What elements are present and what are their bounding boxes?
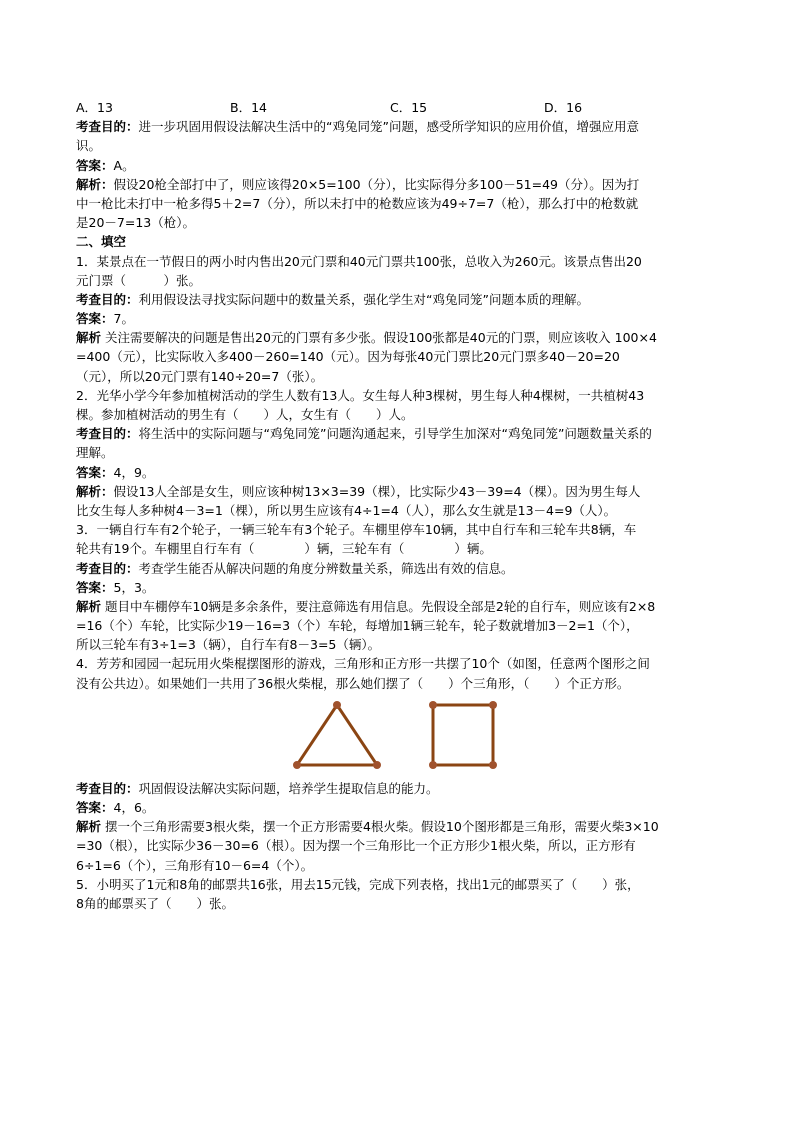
answer-text: 5，3。 <box>113 579 155 595</box>
q3-answer-line <box>76 578 726 597</box>
analysis-label: 解析： <box>76 483 114 499</box>
q2-analysis-line-2: 比女生每人多种树4－3=1（棵），所以男生应该有4÷1=4（人），那么女生就是13－4=9（人）。 <box>76 502 617 518</box>
q2-answer-line <box>76 463 726 482</box>
option-d: D．16 <box>544 100 583 115</box>
q5-text-line-1: 5．小明买了1元和8角的邮票共16张，用去15元钱，完成下列表格，找出1元的邮票买了（ ）张， <box>76 876 640 892</box>
q4-analysis-line-2: =30（根），比实际少36－30=6（根）。因为摆一个三角形比一个正方形少1根火柴，所以，正方形有 <box>76 838 636 854</box>
q4-text-line-2: 没有公共边）。如果她们一共用了36根火柴棍，那么她们摆了（ ）个三角形，（ ）个正方形。 <box>76 675 630 691</box>
purpose-text: 进一步巩固用假设法解决生活中的“鸡兔同笼”问题，感受所学知识的应用价值，增强应用意 <box>138 119 639 135</box>
q3-text-line-2: 轮共有19个。车棚里自行车有（ ）辆，三轮车有（ ）辆。 <box>76 541 492 557</box>
q2-text-line-1: 2．光华小学今年参加植树活动的学生人数有13人。女生每人种3棵树，男生每人种4棵树，一共植树43 <box>76 387 645 403</box>
analysis-text: 题目中车棚停车10辆是多余条件，要注意筛选有用信息。先假设全部是2轮的自行车，则应该有2×8 <box>105 598 656 614</box>
q0-analysis-line <box>76 175 726 194</box>
q0-answer-line <box>76 156 726 175</box>
q1-text-line-1: 1．某景点在一节假日的两小时内售出20元门票和40元门票共100张，总收入为260元。该景点售出20 <box>76 253 642 269</box>
analysis-text: 关注需要解决的问题是售出20元的门票有多少张。假设100张都是40元的门票，则应该收入 100×4 <box>105 330 657 346</box>
q2-analysis-line <box>76 482 726 501</box>
q4-answer-line <box>76 798 726 817</box>
analysis-label: 解析 <box>76 330 102 346</box>
q3-analysis-line <box>76 597 726 616</box>
q2-purpose-line <box>76 424 726 443</box>
analysis-text: 假设20枪全部打中了，则应该得20×5=100（分），比实际得分多100－51=49（分）。因为打 <box>113 176 640 192</box>
q1-purpose-line <box>76 290 726 309</box>
q5-text-line-2: 8角的邮票买了（ ）张。 <box>76 895 234 911</box>
q4-text-line-1: 4．芳芳和园园一起玩用火柴棍摆图形的游戏，三角形和正方形一共摆了10个（如图，任意两个图形之间 <box>76 656 650 672</box>
section-title: 二、填空 <box>76 234 127 250</box>
q0-analysis-line-2: 中一枪比未打中一枪多得5＋2=7（分），所以未打中的枪数应该为49÷7=7（枪），那么打中的枪数就 <box>76 195 639 211</box>
purpose-label: 考查目的： <box>76 780 139 796</box>
q2-text-line-2: 棵。参加植树活动的男生有（ ）人，女生有（ ）人。 <box>76 407 414 422</box>
square-shape <box>429 701 497 769</box>
q4-analysis-line <box>76 817 726 836</box>
option-a: A．13 <box>76 100 113 115</box>
analysis-label: 解析： <box>76 176 114 192</box>
option-c: C．15 <box>390 100 428 115</box>
answer-text: 4，6。 <box>113 800 155 815</box>
q0-analysis-line-3: 是20－7=13（枪）。 <box>76 215 195 231</box>
triangle-shape <box>293 701 381 769</box>
matchstick-figure <box>76 699 726 775</box>
purpose-text: 巩固假设法解决实际问题，培养学生提取信息的能力。 <box>138 780 439 796</box>
q1-analysis-line-3: （元），所以20元门票有140÷20=7（张）。 <box>76 368 324 384</box>
purpose-label: 考查目的： <box>76 291 139 307</box>
q1-analysis-line-2: =400（元），比实际收入多400－260=140（元）。因为每张40元门票比20元门票多40－20=20 <box>76 349 620 365</box>
analysis-label: 解析 <box>76 598 102 614</box>
answer-label: 答案： <box>76 579 114 595</box>
choice-options <box>76 98 726 117</box>
analysis-text: 假设13人全部是女生，则应该种树13×3=39（棵），比实际少43－39=4（棵）。因为男生每人 <box>113 483 641 499</box>
q3-text-line-1: 3．一辆自行车有2个轮子，一辆三轮车有3个轮子。车棚里停车10辆，其中自行车和三轮车共8辆，车 <box>76 522 637 538</box>
purpose-label: 考查目的： <box>76 119 139 135</box>
q4-purpose-line <box>76 779 726 798</box>
matchstick-shapes <box>291 699 511 775</box>
q0-purpose-line <box>76 117 726 136</box>
analysis-text: 摆一个三角形需要3根火柴，摆一个正方形需要4根火柴。假设10个图形都是三角形，需要火柴3×10 <box>105 819 659 835</box>
answer-label: 答案： <box>76 157 114 173</box>
q0-purpose-line-2: 识。 <box>76 138 102 154</box>
purpose-text: 将生活中的实际问题与“鸡兔同笼”问题沟通起来，引导学生加深对“鸡兔同笼”问题数量关系的 <box>138 426 652 442</box>
q3-analysis-line-2: =16（个）车轮，比实际少19－16=3（个）车轮，每增加1辆三轮车，轮子数就增加3－2=1（个）， <box>76 618 639 634</box>
q4-analysis-line-3: 6÷1=6（个），三角形有10－6=4（个）。 <box>76 857 314 873</box>
answer-text: A。 <box>113 157 135 173</box>
answer-text: 7。 <box>113 311 134 327</box>
purpose-label: 考查目的： <box>76 560 139 576</box>
answer-label: 答案： <box>76 800 114 815</box>
option-b: B．14 <box>230 100 267 115</box>
purpose-text: 考查学生能否从解决问题的角度分辨数量关系，筛选出有效的信息。 <box>138 560 514 576</box>
q1-analysis-line <box>76 328 726 347</box>
purpose-label: 考查目的： <box>76 426 139 442</box>
q3-analysis-line-3: 所以三轮车有3÷1=3（辆），自行车有8－3=5（辆）。 <box>76 637 381 653</box>
analysis-label: 解析 <box>76 819 102 835</box>
q1-answer-line <box>76 309 726 328</box>
answer-label: 答案： <box>76 311 114 327</box>
q1-text-line-2: 元门票（ ）张。 <box>76 272 202 288</box>
document-page <box>76 98 726 913</box>
purpose-text: 利用假设法寻找实际问题中的数量关系，强化学生对“鸡兔同笼”问题本质的理解。 <box>138 291 589 307</box>
answer-label: 答案： <box>76 464 114 480</box>
q3-purpose-line <box>76 559 726 578</box>
answer-text: 4，9。 <box>113 464 155 480</box>
q2-purpose-line-2: 理解。 <box>76 445 114 461</box>
